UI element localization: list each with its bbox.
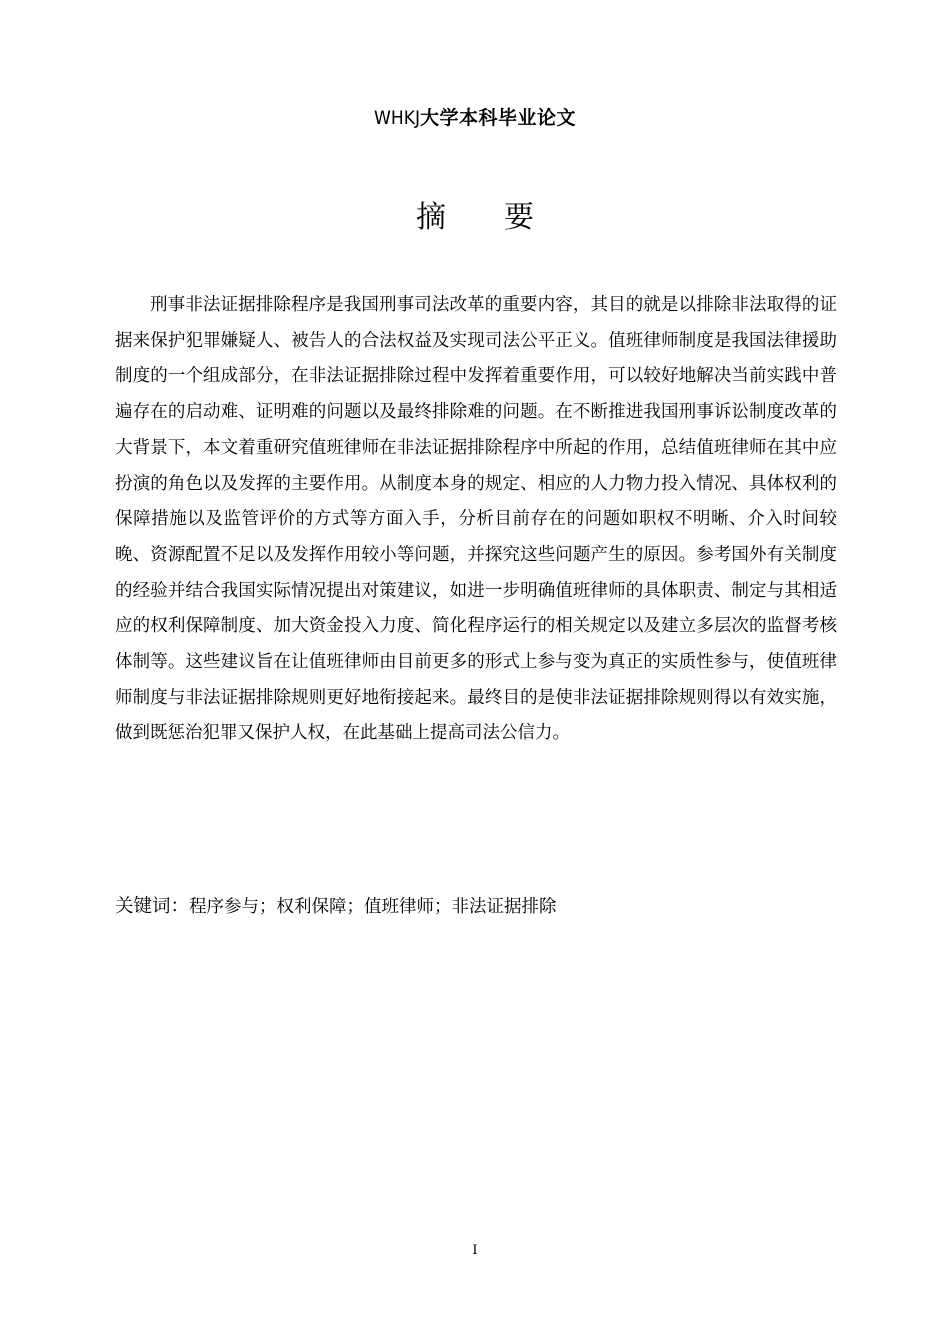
keywords-label: 关键词： [115, 896, 190, 917]
abstract-body: 刑事非法证据排除程序是我国刑事司法改革的重要内容，其目的就是以排除非法取得的证据来保护犯罪嫌疑人、被告人的合法权益及实现司法公平正义。值班律师制度是我国法律援助制度的一个组成部分，在非法证据排除过程中发挥着重要作用，可以较好地解决当前实践中普遍存在的启动难、证明难的问题以及最终排除难的问题。在不断推进我国刑事诉讼制度改革的大背景下，本文着重研究值班律师在非法证据排除程序中所起的作用，总结值班律师在其中应扮演的角色以及发挥的主要作用。从制度本身的规定、相应的人力物力投入情况、具体权利的保障措施以及监管评价的方式等方面入手，分析目前存在的问题如职权不明晰、介入时间较晚、资源配置不足以及发挥作用较小等问题，并探究这些问题产生的原因。参考国外有关制度的经验并结合我国实际情况提出对策建议，如进一步明确值班律师的具体职责、制定与其相适应的权利保障制度、加大资金投入力度、简化程序运行的相关规定以及建立多层次的监督考核体制等。这些建议旨在让值班律师由目前更多的形式上参与变为真正的实质性参与，使值班律师制度与非法证据排除规则更好地衔接起来。最终目的是使非法证据排除规则得以有效实施，做到既惩治犯罪又保护人权，在此基础上提高司法公信力。 [115, 295, 837, 744]
keywords-value: 程序参与；权利保障；值班律师；非法证据排除 [189, 897, 557, 917]
header-thesis-type: 大学本科毕业论文 [420, 107, 577, 129]
header-university-code: WHKJ [373, 107, 420, 129]
abstract-title: 摘要 [416, 200, 592, 235]
thesis-header [0, 104, 950, 132]
page-number: I [472, 1243, 478, 1258]
keywords-line [115, 892, 837, 922]
